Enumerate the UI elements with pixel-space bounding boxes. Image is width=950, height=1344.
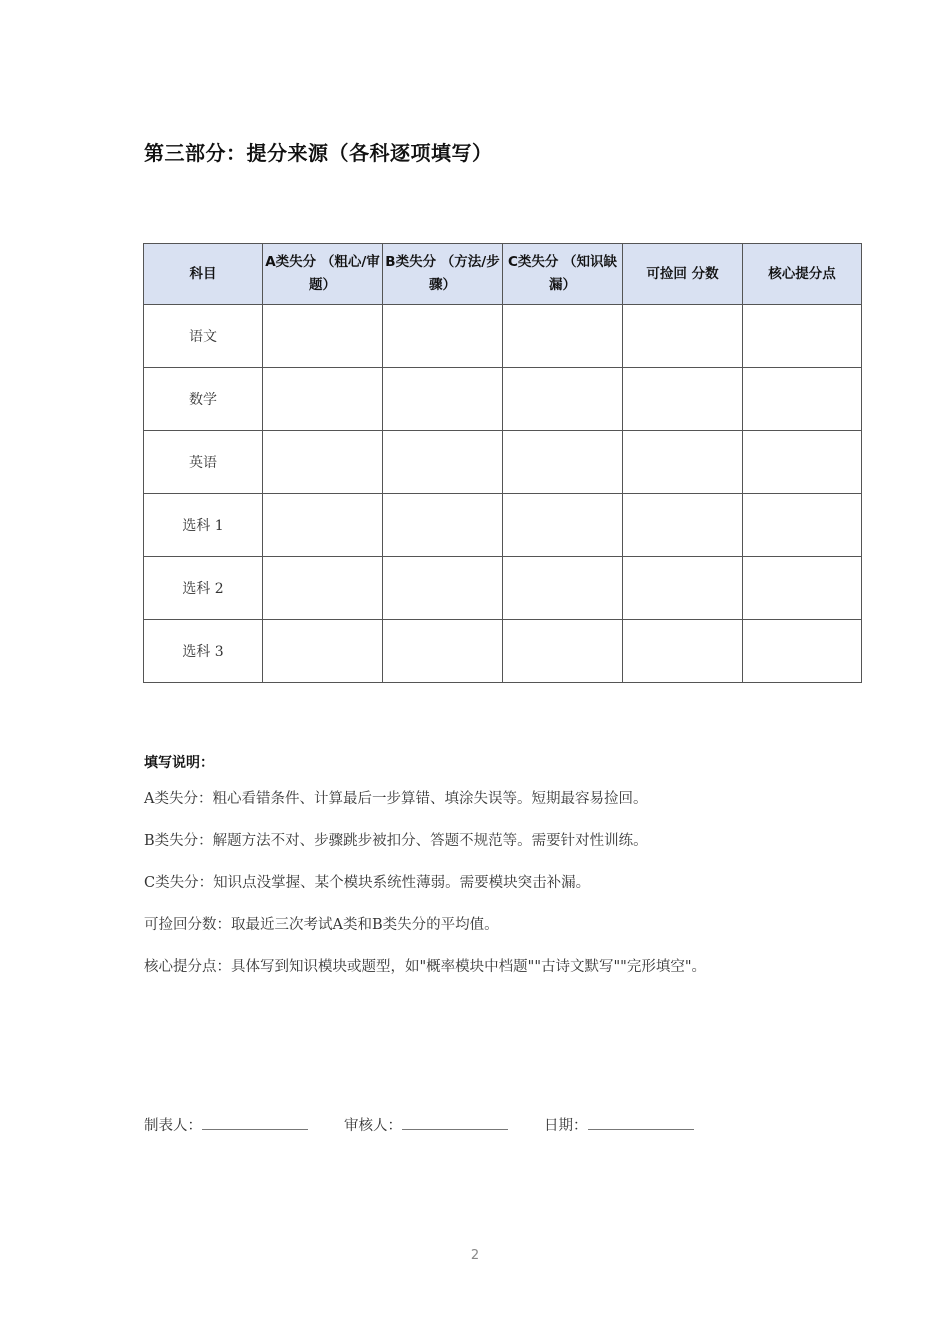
a-loss-cell[interactable]	[263, 368, 383, 431]
table-header-row	[144, 244, 862, 305]
header-b-loss: B类失分 （方法/步骤）	[383, 244, 503, 305]
b-loss-cell[interactable]	[383, 557, 503, 620]
c-loss-cell[interactable]	[503, 557, 623, 620]
instruction-c-loss: C类失分：知识点没掌握、某个模块系统性薄弱。需要模块突击补漏。	[144, 875, 591, 891]
recoverable-cell[interactable]	[623, 368, 743, 431]
a-loss-cell[interactable]	[263, 305, 383, 368]
key-points-cell[interactable]	[743, 494, 862, 557]
key-points-cell[interactable]	[743, 557, 862, 620]
a-loss-cell[interactable]	[263, 494, 383, 557]
subject-cell: 数学	[144, 368, 263, 431]
signoff-row	[144, 1114, 730, 1135]
key-points-cell[interactable]	[743, 431, 862, 494]
reviewer-label: 审核人：	[344, 1118, 402, 1134]
header-a-loss: A类失分 （粗心/审题）	[263, 244, 383, 305]
b-loss-cell[interactable]	[383, 494, 503, 557]
b-loss-cell[interactable]	[383, 368, 503, 431]
date-label: 日期：	[544, 1118, 588, 1134]
a-loss-cell[interactable]	[263, 431, 383, 494]
instruction-b-loss: B类失分：解题方法不对、步骤跳步被扣分、答题不规范等。需要针对性训练。	[144, 833, 648, 849]
table-row	[144, 368, 862, 431]
c-loss-cell[interactable]	[503, 494, 623, 557]
c-loss-cell[interactable]	[503, 431, 623, 494]
header-recoverable: 可捡回 分数	[623, 244, 743, 305]
c-loss-cell[interactable]	[503, 305, 623, 368]
subject-cell: 选科 2	[144, 557, 263, 620]
table-row	[144, 305, 862, 368]
subject-cell: 语文	[144, 305, 263, 368]
header-subject: 科目	[144, 244, 263, 305]
key-points-cell[interactable]	[743, 620, 862, 683]
b-loss-cell[interactable]	[383, 620, 503, 683]
maker-field	[144, 1114, 308, 1135]
key-points-cell[interactable]	[743, 305, 862, 368]
a-loss-cell[interactable]	[263, 620, 383, 683]
recoverable-cell[interactable]	[623, 305, 743, 368]
subject-cell: 英语	[144, 431, 263, 494]
b-loss-cell[interactable]	[383, 305, 503, 368]
instruction-recoverable: 可捡回分数：取最近三次考试A类和B类失分的平均值。	[144, 917, 499, 933]
date-line[interactable]	[588, 1115, 694, 1130]
subject-cell: 选科 3	[144, 620, 263, 683]
table-row	[144, 431, 862, 494]
score-source-table	[143, 243, 862, 683]
recoverable-cell[interactable]	[623, 431, 743, 494]
key-points-cell[interactable]	[743, 368, 862, 431]
page-title: 第三部分：提分来源（各科逐项填写）	[144, 141, 493, 165]
c-loss-cell[interactable]	[503, 620, 623, 683]
b-loss-cell[interactable]	[383, 431, 503, 494]
header-key-points: 核心提分点	[743, 244, 862, 305]
page-number: 2	[470, 1248, 480, 1263]
recoverable-cell[interactable]	[623, 620, 743, 683]
recoverable-cell[interactable]	[623, 557, 743, 620]
table-row	[144, 620, 862, 683]
recoverable-cell[interactable]	[623, 494, 743, 557]
filling-instructions	[144, 752, 804, 985]
instruction-a-loss: A类失分：粗心看错条件、计算最后一步算错、填涂失误等。短期最容易捡回。	[144, 791, 648, 807]
instruction-key-points: 核心提分点：具体写到知识模块或题型，如"概率模块中档题""古诗文默写""完形填空"。	[144, 959, 707, 975]
subject-cell: 选科 1	[144, 494, 263, 557]
table-row	[144, 494, 862, 557]
header-c-loss: C类失分 （知识缺漏）	[503, 244, 623, 305]
reviewer-signature-line[interactable]	[402, 1115, 508, 1130]
maker-label: 制表人：	[144, 1118, 202, 1134]
instructions-title: 填写说明：	[144, 755, 214, 771]
table-row	[144, 557, 862, 620]
date-field	[544, 1114, 694, 1135]
a-loss-cell[interactable]	[263, 557, 383, 620]
c-loss-cell[interactable]	[503, 368, 623, 431]
maker-signature-line[interactable]	[202, 1115, 308, 1130]
reviewer-field	[344, 1114, 508, 1135]
